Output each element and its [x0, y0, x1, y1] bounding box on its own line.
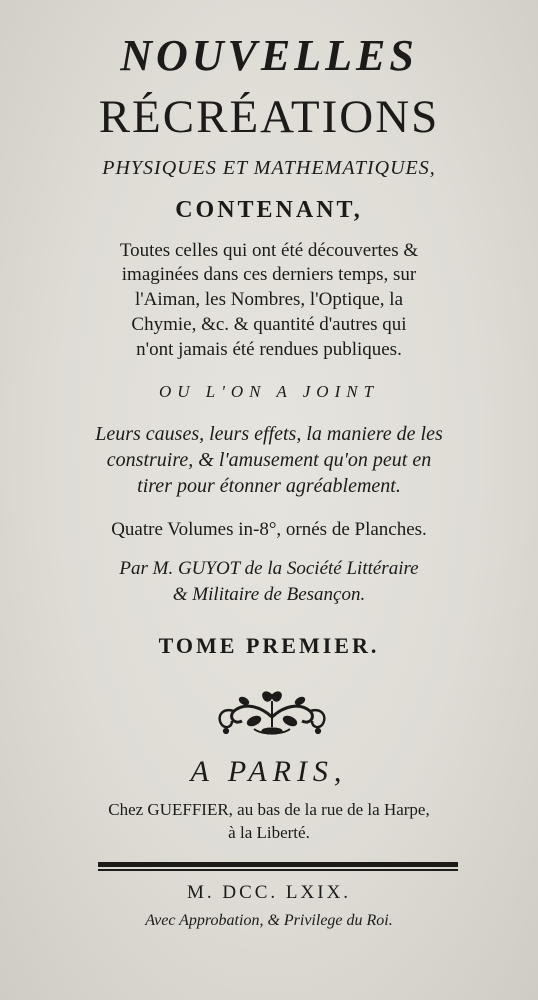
imprint-publisher: Chez GUEFFIER, au bas de la rue de la Harpe, [108, 800, 430, 819]
title-line-1: NOUVELLES [120, 31, 418, 80]
details-line-1: Leurs causes, leurs effets, la maniere de les [95, 423, 443, 445]
volumes-note: Quatre Volumes in-8°, ornés de Planches. [111, 519, 427, 540]
description-line-2: imaginées dans ces derniers temps, sur [121, 264, 417, 285]
author-line-1: Par M. GUYOT de la Société Littéraire [119, 558, 419, 579]
description-line-1: Toutes celles qui ont été découvertes & [119, 240, 419, 261]
imprint-sign: à la Liberté. [228, 823, 310, 842]
author-line-2: & Militaire de Besançon. [172, 584, 366, 605]
description-line-5: n'ont jamais été rendues publiques. [136, 339, 402, 360]
details-line-2: construire, & l'amusement qu'on peut en [106, 449, 432, 471]
imprint-year: M. DCC. LXIX. [186, 882, 352, 903]
description-line-3: l'Aiman, les Nombres, l'Optique, la [134, 289, 404, 310]
contenant-heading: CONTENANT, [175, 197, 363, 223]
floral-vignette-icon [214, 687, 330, 737]
imprint-city: A PARIS, [190, 755, 348, 788]
title-line-2: RÉCRÉATIONS [98, 91, 440, 143]
double-rule [98, 861, 458, 873]
subtitle: PHYSIQUES ET MATHEMATIQUES, [102, 157, 436, 179]
description-line-4: Chymie, &c. & quantité d'autres qui [131, 314, 407, 335]
details-line-3: tirer pour étonner agréablement. [137, 475, 401, 497]
joint-heading: OU L'ON A JOINT [158, 382, 380, 401]
tome-heading: TOME PREMIER. [158, 633, 380, 658]
imprint-approbation: Avec Approbation, & Privilege du Roi. [145, 912, 393, 929]
